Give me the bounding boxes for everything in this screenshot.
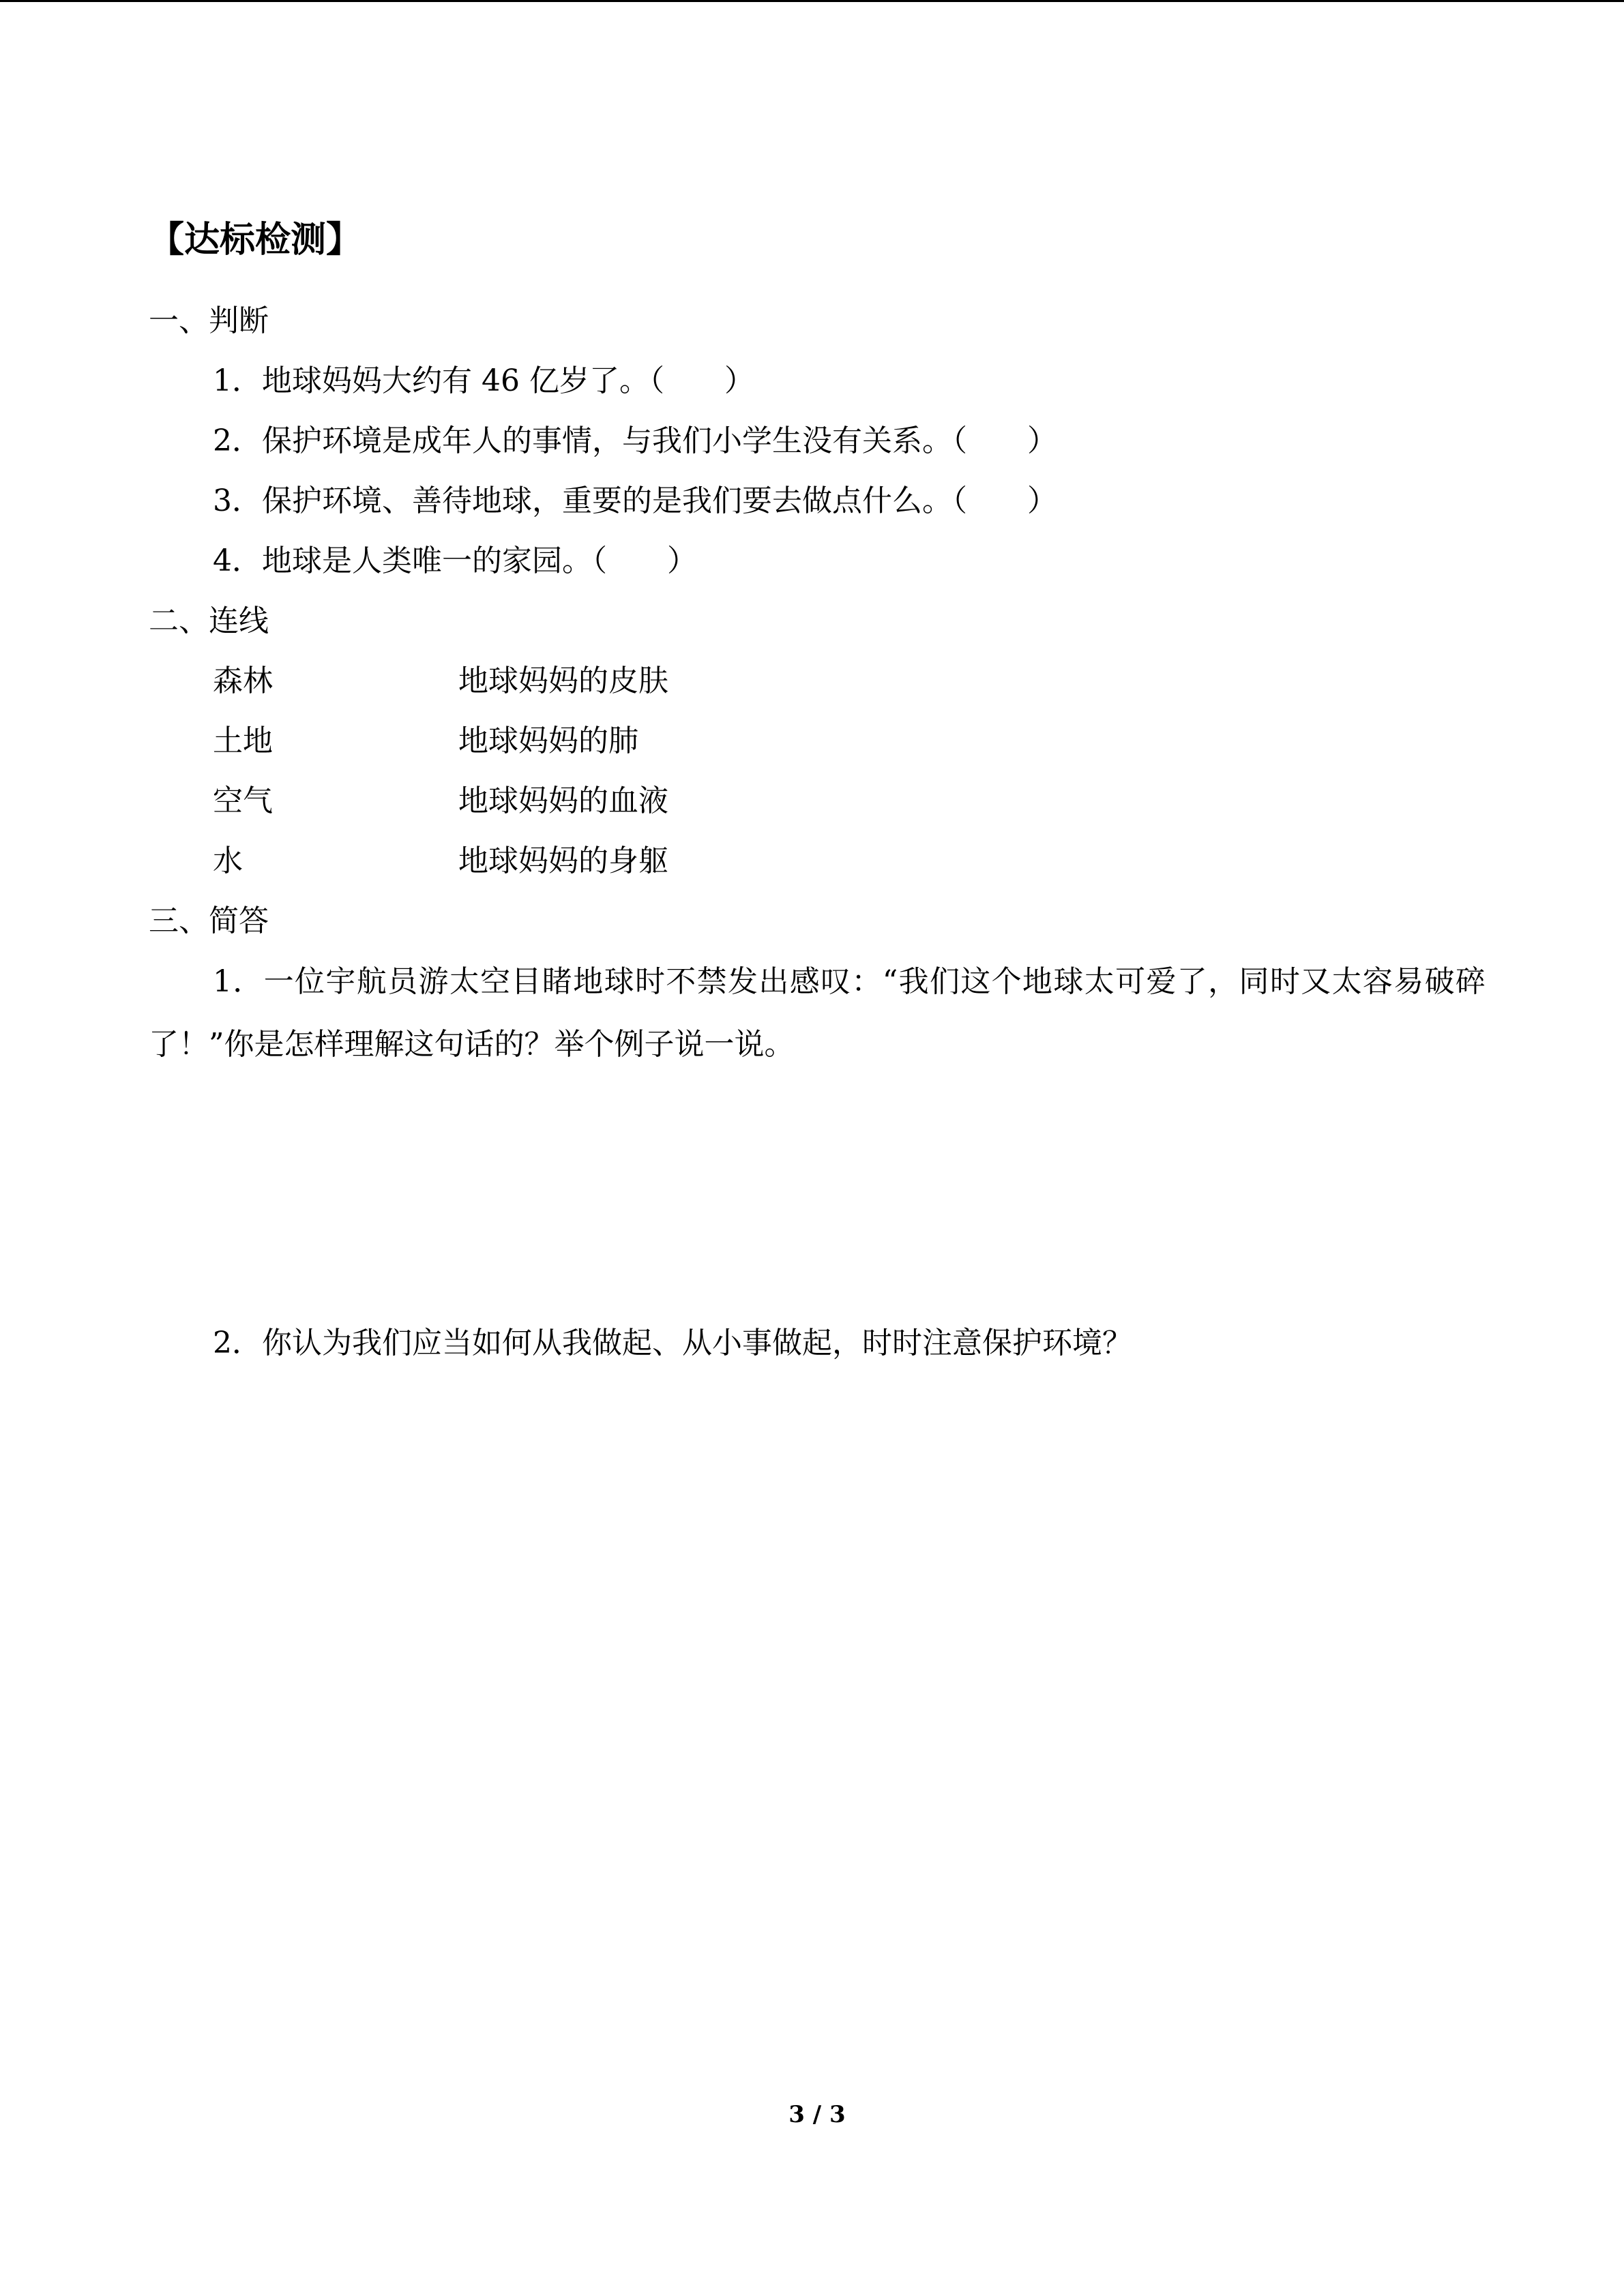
match-left-item-2: 土地 — [213, 724, 273, 758]
match-right-item-3: 地球妈妈的血液 — [458, 784, 668, 818]
match-left-item-3: 空气 — [213, 784, 273, 818]
judge-item-3: 3．保护环境、善待地球，重要的是我们要去做点什么。（ ） — [213, 483, 1057, 518]
match-left-item-1: 森林 — [213, 664, 273, 698]
match-right-item-1: 地球妈妈的皮肤 — [458, 664, 668, 698]
judge-item-2: 2．保护环境是成年人的事情，与我们小学生没有关系。（ ） — [213, 423, 1057, 458]
page-number: 3 / 3 — [788, 2101, 846, 2128]
section-match-title: 二、连线 — [149, 603, 269, 638]
judge-item-1: 1．地球妈妈大约有 46 亿岁了。（ ） — [213, 363, 754, 398]
short-answer-question-2: 2．你认为我们应当如何从我做起、从小事做起，时时注意保护环境？ — [213, 1326, 1132, 1360]
short-answer-question-1: 1．一位宇航员游太空目睹地球时不禁发出感叹：“我们这个地球太可爱了，同时又太容易破碎了！”你是怎样理解这句话的？举个例子说一说。 — [149, 964, 1486, 1062]
page-heading: 【达标检测】 — [149, 219, 362, 260]
section-short-answer-title: 三、简答 — [149, 904, 269, 938]
section-judge-title: 一、判断 — [149, 303, 269, 338]
match-right-item-4: 地球妈妈的身躯 — [458, 844, 668, 878]
match-left-item-4: 水 — [213, 844, 243, 878]
match-right-item-2: 地球妈妈的肺 — [458, 724, 638, 758]
judge-item-4: 4．地球是人类唯一的家园。（ ） — [213, 543, 697, 578]
worksheet-page — [149, 0, 1486, 2296]
